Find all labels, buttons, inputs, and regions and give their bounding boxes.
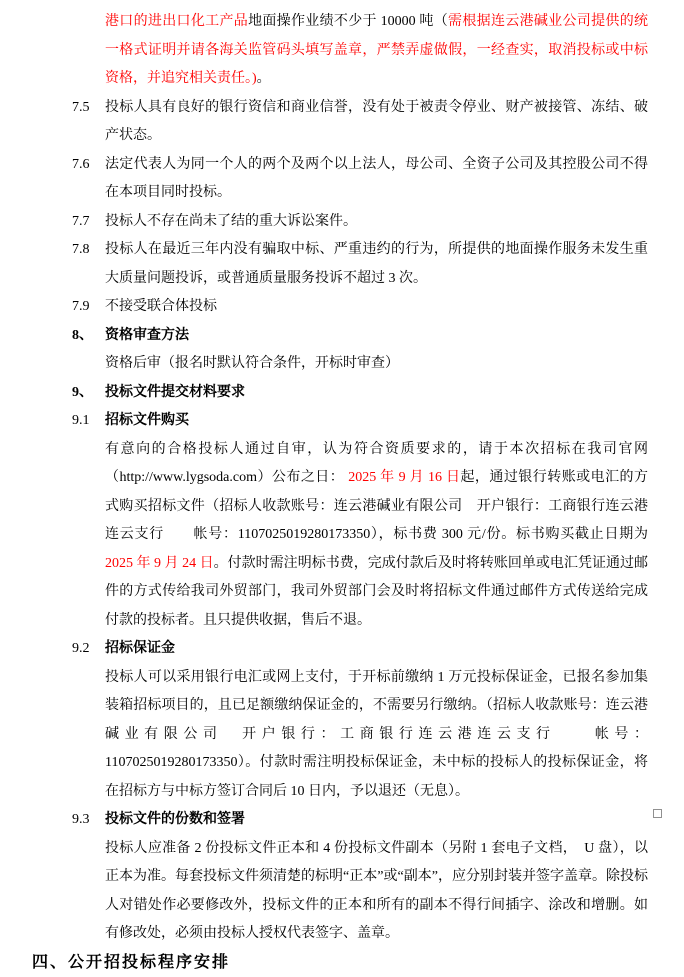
para-continuation <box>72 8 648 94</box>
text-segment: 投标人具有良好的银行资信和商业信誉，没有处于被责令停业、财产被接管、冻结、破产状态。 <box>105 100 648 144</box>
text-segment: 。 <box>257 71 271 86</box>
item-text <box>105 151 648 208</box>
text-segment: 四、公开招投标程序安排 <box>32 954 230 971</box>
item-7-8 <box>72 236 648 293</box>
text-segment: 投标文件提交材料要求 <box>105 385 245 400</box>
item-text <box>105 236 648 293</box>
item-number: 7.9 <box>72 293 105 322</box>
heading-9-1 <box>72 407 648 436</box>
item-number: 7.5 <box>72 94 105 123</box>
red-text-segment: 港口的进出口化工产品 <box>105 14 248 29</box>
item-7-6 <box>72 151 648 208</box>
text-segment: 投标人在最近三年内没有骗取中标、严重违约的行为，所提供的地面操作服务未发生重大质量问题投诉，或普通质量服务投诉不超过 3 次。 <box>105 242 648 286</box>
item-heading <box>105 635 648 664</box>
item-number: 9.2 <box>72 635 105 664</box>
item-heading <box>105 806 648 835</box>
item-heading <box>105 322 648 351</box>
text-segment: 投标人应准备 2 份投标文件正本和 4 份投标文件副本（另附 1 套电子文档， U 盘），以正本为准。每套投标文件须清楚的标明“正本”或“副本”，应分别封装并签字盖章。除投标人对错处作必要修改外，投标文件的正本和所有的副本不得行间插字、涂改和增删。如有修改处，必须由投标人授权代表签字、盖章。 <box>105 841 648 942</box>
heading-9 <box>72 379 648 408</box>
item-7-7 <box>72 208 648 237</box>
red-text-segment: 2025 年 9 月 16 日 <box>348 470 460 485</box>
item-text <box>105 835 648 949</box>
text-segment: 投标文件的份数和签署 <box>105 812 245 827</box>
item-text <box>105 208 648 237</box>
item-heading <box>32 949 648 977</box>
text-segment: 资格后审（报名时默认符合条件，开标时审查） <box>105 356 399 371</box>
heading-9-2 <box>72 635 648 664</box>
text-segment: 法定代表人为同一个人的两个及两个以上法人，母公司、全资子公司及其控股公司不得在本项目同时投标。 <box>105 157 648 201</box>
item-number: 7.6 <box>72 151 105 180</box>
item-number: 7.8 <box>72 236 105 265</box>
text-segment: 。付款时需注明标书费，完成付款后及时将转账回单或电汇凭证通过邮件的方式传给我司外贸部门，我司外贸部门会及时将招标文件通过邮件方式传送给完成付款的投标者。且只提供收据，售后不退。 <box>105 556 648 628</box>
text-segment: 招标保证金 <box>105 641 175 656</box>
text-segment: 招标文件购买 <box>105 413 189 428</box>
text-segment: 起，通过银行转账或电汇的方式购买招标文件（招标人收款账号：连云港碱业有限公司 开户银行：工商银行连云港连云支行 帐号：1107025019280173350），标书费 300 元/份。标书购买截止日期为 <box>105 470 648 542</box>
item-heading <box>105 379 648 408</box>
para-9-1-body <box>72 436 648 636</box>
item-heading <box>105 407 648 436</box>
item-text <box>105 664 648 807</box>
item-7-9 <box>72 293 648 322</box>
text-segment: 资格审查方法 <box>105 328 189 343</box>
item-text <box>105 350 648 379</box>
para-9-3-body <box>72 835 648 949</box>
text-segment: 不接受联合体投标 <box>105 299 217 314</box>
section-heading-4 <box>16 949 648 977</box>
item-text <box>105 8 648 94</box>
red-text-segment: 需根据连云港碱业公司提供的统一格式证明并请各海关监管码头填写盖章，严禁弄虚做假，一经查实，取消投标或中标资格，并追究相关责任。) <box>105 14 648 86</box>
red-text-segment: 2025 年 9 月 24 日 <box>105 556 214 571</box>
text-segment: 投标人不存在尚未了结的重大诉讼案件。 <box>105 214 357 229</box>
item-text <box>105 94 648 151</box>
text-segment: 投标人可以采用银行电汇或网上支付，于开标前缴纳 1 万元投标保证金，已报名参加集装箱招标项目的，且已足额缴纳保证金的，不需要另行缴纳。（招标人收款账号：连云港碱业有限公司 开户银行：工商银行连云港连云支行 帐号：1107025019280173350）。付款时需注明投标保证金，未中标的投标人的投标保证金，将在招标方与中标方签订合同后 10 日内，予以退还（无息）。 <box>105 670 648 799</box>
heading-8 <box>72 322 648 351</box>
text-segment: 地面操作业绩不少于 10000 吨（ <box>248 14 448 29</box>
item-number: 9.1 <box>72 407 105 436</box>
item-number: 9、 <box>72 379 105 408</box>
item-number: 9.3 <box>72 806 105 835</box>
item-text <box>105 293 648 322</box>
item-number: 7.7 <box>72 208 105 237</box>
heading-9-3 <box>72 806 648 835</box>
para-8-body <box>72 350 648 379</box>
item-number: 8、 <box>72 322 105 351</box>
text-segment: 有意向的合格投标人通过自审，认为符合资质要求的，请于本次招标在我司官网（http://www.lygsoda.com）公布之日： <box>105 442 648 486</box>
para-9-2-body <box>72 664 648 807</box>
anchor-marker-icon <box>653 809 662 818</box>
item-text <box>105 436 648 636</box>
document-body <box>72 8 648 977</box>
item-7-5 <box>72 94 648 151</box>
